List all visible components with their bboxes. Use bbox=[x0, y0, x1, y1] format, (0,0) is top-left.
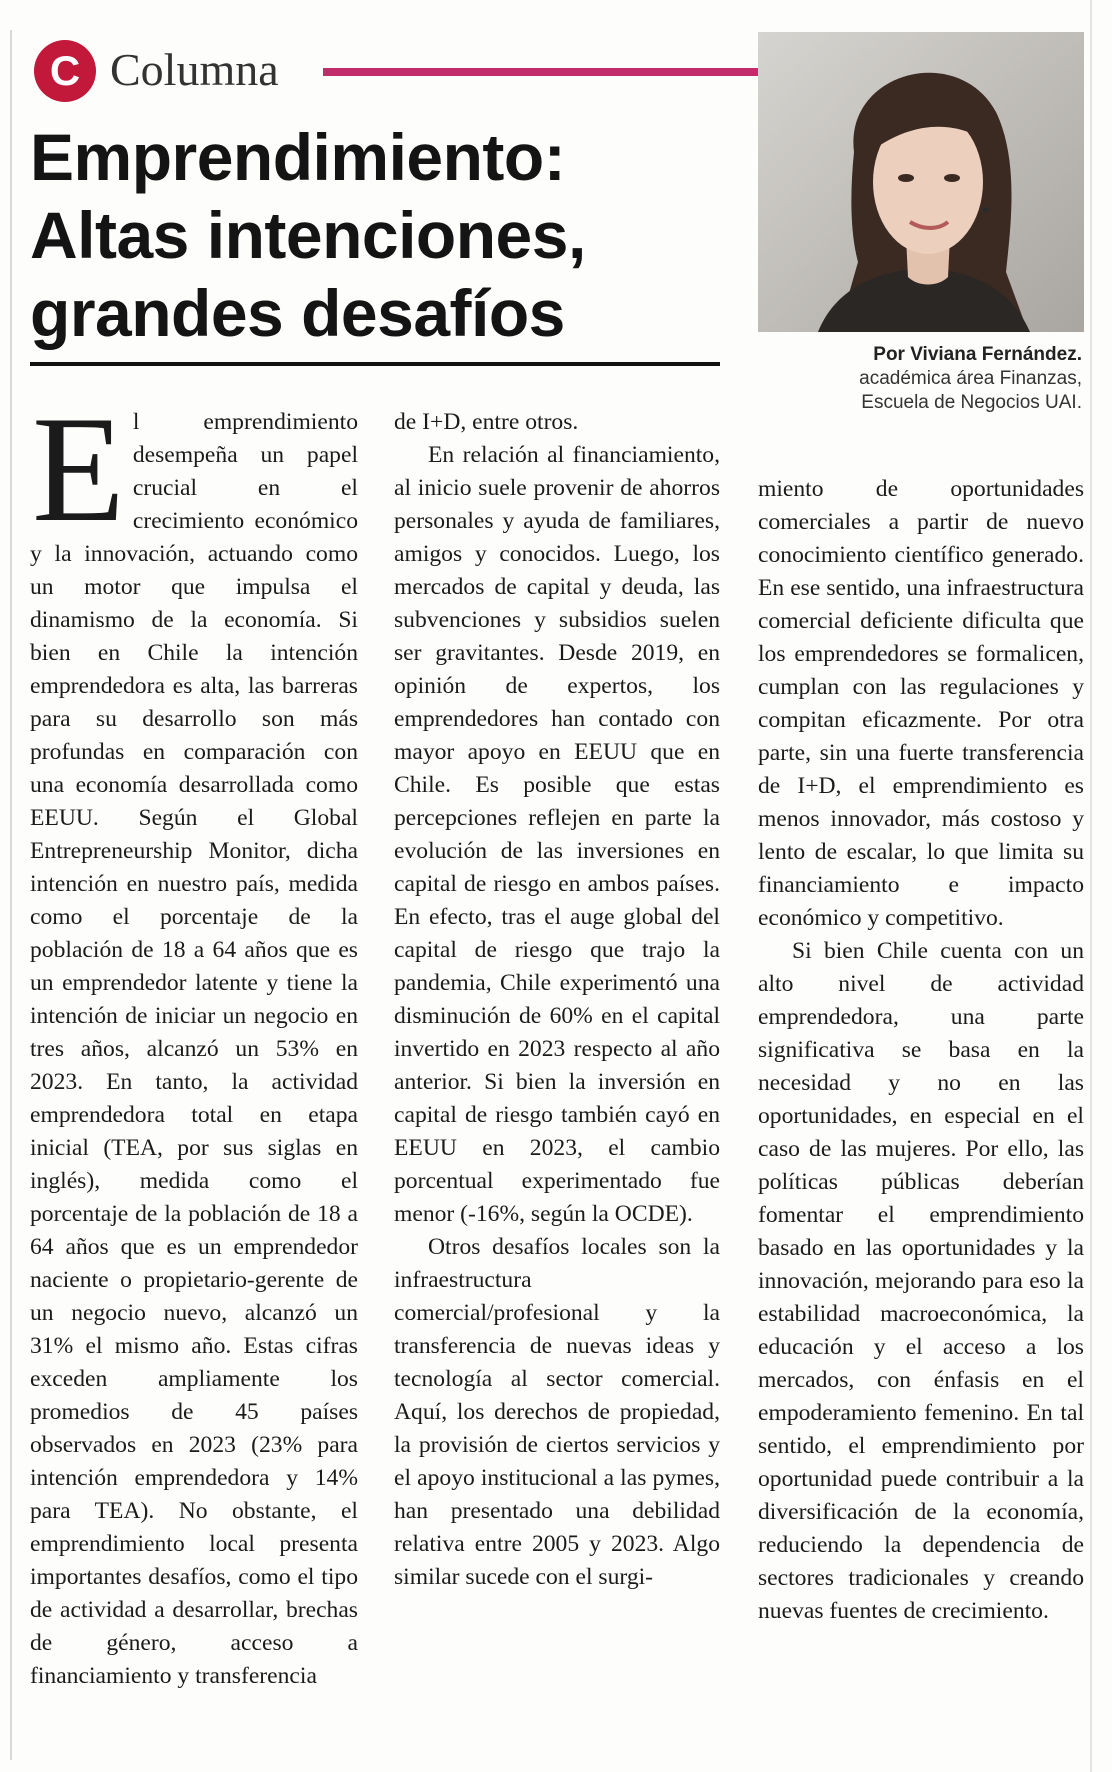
column-1-paragraph: l emprendimiento desempeña un papel crucial en el crecimiento económico y la innovación, actuando como un motor que impulsa el dinamismo de la economía. Si bien en Chile la intención emprendedora es alta, las barreras para su desarrollo son más profundas en comparación con una economía desarrollada como EEUU. Según el Global Entrepreneurship Monitor, dicha intención en nuestro país, medida como el porcentaje de la población de 18 a 64 años que es un emprendedor latente y tiene la intención de iniciar un negocio en tres años, alcanzó un 53% en 2023. En tanto, la actividad emprendedora total en etapa inicial (TEA, por sus siglas en inglés), medida como el porcentaje de la población de 18 a 64 años que es un emprendedor naciente o propietario-gerente de un negocio nuevo, alcanzó un 31% el mismo año. Estas cifras exceden ampliamente los promedios de 45 países observados en 2023 (23% para intención emprendedora y 14% para TEA). No obstante, el emprendimiento local presenta importantes desafíos, como el tipo de actividad a desarrollar, brechas de género, acceso a financiamiento y transferencia bbox=[30, 409, 358, 1689]
right-edge-line bbox=[1090, 0, 1092, 1772]
article-column-2 bbox=[394, 406, 720, 1594]
author-school: Escuela de Negocios UAI. bbox=[861, 392, 1082, 413]
article-column-1 bbox=[30, 385, 358, 1693]
author-role: académica área Finanzas, bbox=[859, 368, 1082, 389]
column-2-paragraph-2: En relación al financiamiento, al inicio suele provenir de ahorros personales y ayuda de familiares, amigos y conocidos. Luego, los mercados de capital y deuda, las subvenciones y subsidios suelen ser gravitantes. Desde 2019, en opinión de expertos, los emprendedores han contado con mayor apoyo en EEUU que en Chile. Es posible que estas percepciones reflejen en parte la evolución de las inversiones en capital de riesgo en ambos países. En efecto, tras el auge global del capital de riesgo que trajo la pandemia, Chile experimentó una disminución de 60% en el capital invertido en 2023 respecto al año anterior. Si bien la inversión en capital de riesgo también cayó en EEUU en 2023, el cambio porcentual experimentado fue menor (-16%, según la OCDE). bbox=[394, 442, 720, 1227]
column-3-paragraph-1: miento de oportunidades comerciales a partir de nuevo conocimiento científico generado. En ese sentido, una infraestructura comercial deficiente dificulta que los emprendedores se formalicen, cumplan con las regulaciones y compitan eficazmente. Por otra parte, sin una fuerte transferencia de I+D, el emprendimiento es menos innovador, más costoso y lento de escalar, lo que limita su financiamiento e impacto económico y competitivo. bbox=[758, 476, 1084, 931]
headline-line-2: Altas intenciones, bbox=[30, 198, 586, 272]
column-3-paragraph-2: Si bien Chile cuenta con un alto nivel de actividad emprendedora, una parte significativa se basa en la necesidad y no en las oportunidades, en especial en el caso de las mujeres. Por ello, las políticas públicas deberían fomentar el emprendimiento basado en las oportunidades y la innovación, mejorando para eso la estabilidad macroeconómica, la educación y el acceso a los mercados, con énfasis en el empoderamiento femenino. En tal sentido, el emprendimiento por oportunidad puede contribuir a la diversificación de la economía, reduciendo la dependencia de sectores tradicionales y creando nuevas fuentes de crecimiento. bbox=[758, 938, 1084, 1624]
column-2-paragraph-3: Otros desafíos locales son la infraestructura comercial/profesional y la transferencia de nuevas ideas y tecnología al sector comercial. Aquí, los derechos de propiedad, la provisión de ciertos servicios y el apoyo institucional a las pymes, han presentado una debilidad relativa entre 2005 y 2023. Algo similar sucede con el surgi- bbox=[394, 1234, 720, 1590]
headline-rule bbox=[30, 362, 720, 366]
headline-line-1: Emprendimiento: bbox=[30, 120, 566, 194]
section-badge: C bbox=[34, 40, 96, 102]
author-portrait-illustration bbox=[758, 32, 1084, 332]
section-label: Columna bbox=[110, 44, 279, 95]
section-rule bbox=[323, 68, 758, 76]
article-column-3 bbox=[758, 473, 1084, 1628]
headline bbox=[30, 118, 740, 352]
byline bbox=[859, 343, 1082, 415]
left-edge-line bbox=[10, 30, 12, 1760]
author-name: Por Viviana Fernández. bbox=[873, 344, 1082, 365]
author-photo bbox=[758, 32, 1084, 332]
column-2-paragraph-1: de I+D, entre otros. bbox=[394, 409, 579, 435]
drop-cap: E bbox=[32, 385, 125, 553]
headline-line-3: grandes desafíos bbox=[30, 276, 565, 350]
